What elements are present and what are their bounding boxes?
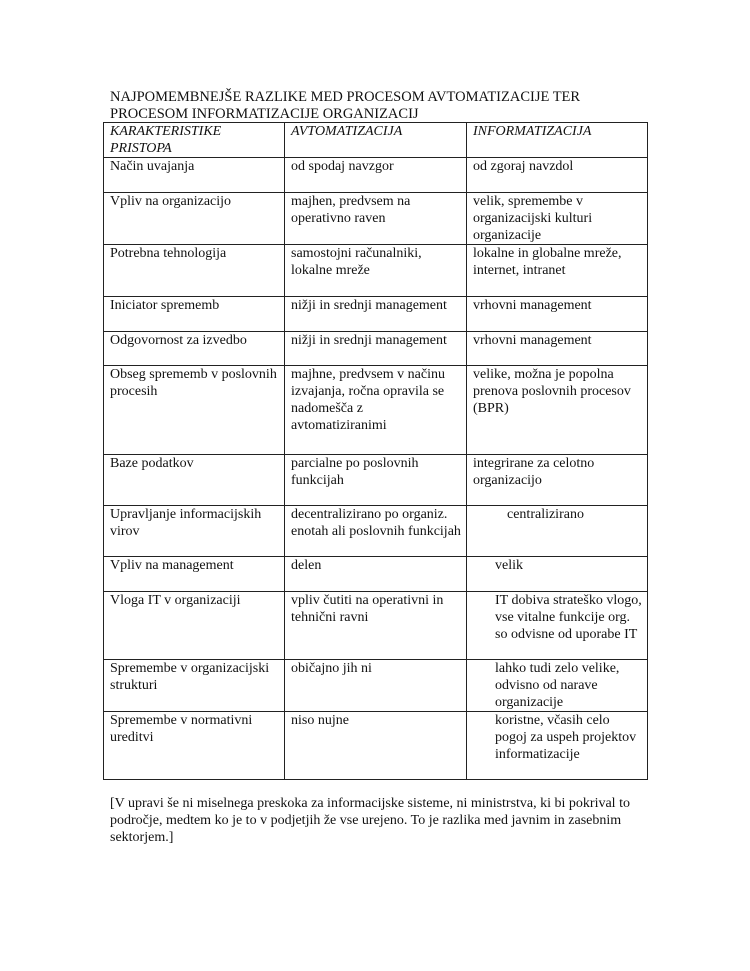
table-row [104,158,648,193]
table-cell: vrhovni management [467,297,648,332]
document-title [110,89,650,123]
table-row [104,332,648,366]
table-cell: nižji in srednji management [285,297,467,332]
table-row [104,297,648,332]
table-cell: običajno jih ni [285,660,467,712]
table-cell: Iniciator sprememb [104,297,285,332]
table-cell: Baze podatkov [104,455,285,506]
title-line-2: PROCESOM INFORMATIZACIJE ORGANIZACIJ [110,106,419,122]
table-cell: Odgovornost za izvedbo [104,332,285,366]
table-cell: od spodaj navzgor [285,158,467,193]
header-cell-informatization: INFORMATIZACIJA [467,123,648,158]
table-cell: samostojni računalniki, lokalne mreže [285,245,467,297]
header-cell-automation: AVTOMATIZACIJA [285,123,467,158]
table-cell: Vpliv na organizacijo [104,193,285,245]
comparison-table [103,122,648,780]
table-cell: majhen, predvsem na operativno raven [285,193,467,245]
header-cell-characteristics: KARAKTERISTIKE PRISTOPA [104,123,285,158]
table-cell: nižji in srednji management [285,332,467,366]
table-cell: Upravljanje informacijskih virov [104,506,285,557]
table-cell: niso nujne [285,712,467,780]
table-header-row [104,123,648,158]
table-row [104,712,648,780]
table-cell: integrirane za celotno organizacijo [467,455,648,506]
table-cell: lokalne in globalne mreže, internet, intranet [467,245,648,297]
table-cell: velike, možna je popolna prenova poslovnih procesov (BPR) [467,366,648,455]
table-cell: vrhovni management [467,332,648,366]
table-cell: IT dobiva strateško vlogo, vse vitalne funkcije org. so odvisne od uporabe IT [467,592,648,660]
table-row [104,592,648,660]
table-row [104,660,648,712]
table-cell: Potrebna tehnologija [104,245,285,297]
table-cell: koristne, včasih celo pogoj za uspeh projektov informatizacije [467,712,648,780]
title-line-1: NAJPOMEMBNEJŠE RAZLIKE MED PROCESOM AVTOMATIZACIJE TER [110,89,581,105]
table-row [104,366,648,455]
table-cell: delen [285,557,467,592]
table-row [104,557,648,592]
table-cell: vpliv čutiti na operativni in tehnični ravni [285,592,467,660]
table-cell: Vloga IT v organizaciji [104,592,285,660]
table-cell: velik [467,557,648,592]
table-cell: velik, spremembe v organizacijski kulturi organizacije [467,193,648,245]
table-row [104,245,648,297]
table-cell: Spremembe v organizacijski strukturi [104,660,285,712]
table-cell: decentralizirano po organiz. enotah ali poslovnih funkcijah [285,506,467,557]
table-cell: lahko tudi zelo velike, odvisno od narave organizacije [467,660,648,712]
table-cell: Način uvajanja [104,158,285,193]
table-row [104,455,648,506]
table-cell: centralizirano [467,506,648,557]
table-cell: Obseg sprememb v poslovnih procesih [104,366,285,455]
table-cell: Vpliv na management [104,557,285,592]
table-cell: Spremembe v normativni ureditvi [104,712,285,780]
table-cell: majhne, predvsem v načinu izvajanja, ročna opravila se nadomešča z avtomatiziranimi [285,366,467,455]
footnote-paragraph: [V upravi še ni miselnega preskoka za informacijske sisteme, ni ministrstva, ki bi pokrival to področje, medtem ko je to v podjetjih že vse urejeno. To je razlika med javnim in zasebnim sektorjem.] [110,796,630,845]
table-cell: parcialne po poslovnih funkcijah [285,455,467,506]
table-cell: od zgoraj navzdol [467,158,648,193]
table-row [104,506,648,557]
table-row [104,193,648,245]
